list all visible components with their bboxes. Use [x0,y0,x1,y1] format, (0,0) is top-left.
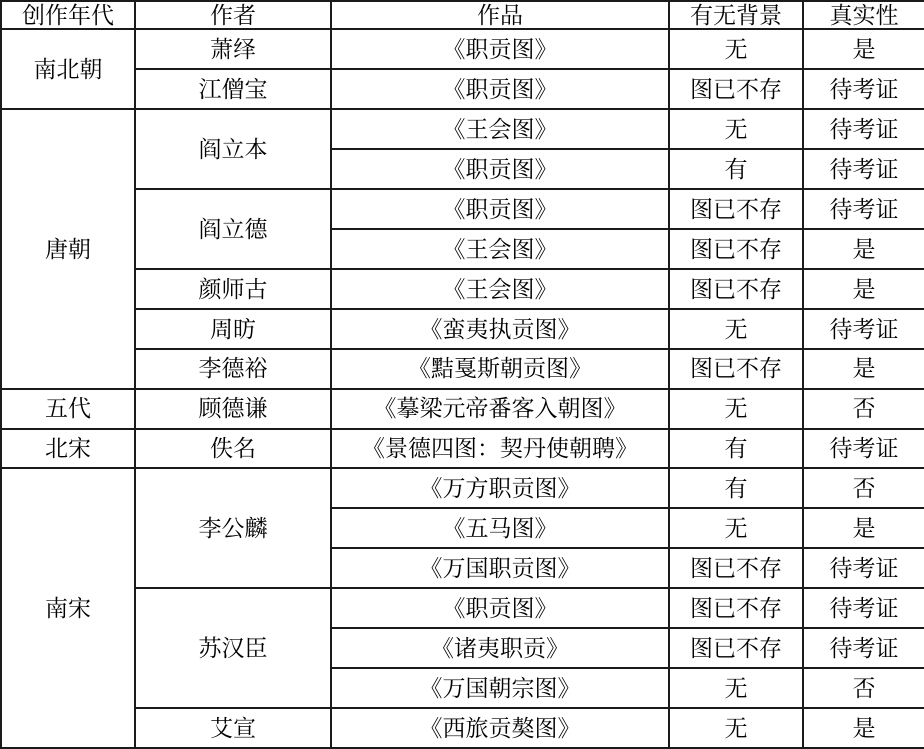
cell-work: 《职贡图》 [331,29,669,69]
cell-work: 《王会图》 [331,229,669,269]
cell-authenticity: 否 [803,668,924,708]
cell-era: 南北朝 [1,29,135,109]
cell-author: 周昉 [135,309,331,349]
cell-background: 图已不存 [669,349,803,389]
table-row [1,429,924,469]
cell-work: 《王会图》 [331,269,669,309]
header-authenticity: 真实性 [803,1,924,29]
cell-author: 萧绎 [135,29,331,69]
table-row [1,708,924,748]
table-row [1,389,924,429]
cell-background: 图已不存 [669,588,803,628]
header-background: 有无背景 [669,1,803,29]
table-row [1,269,924,309]
header-row [1,1,924,29]
header-author: 作者 [135,1,331,29]
cell-author: 顾德谦 [135,389,331,429]
table-header [1,1,924,29]
cell-era: 北宋 [1,429,135,469]
cell-work: 《王会图》 [331,109,669,149]
cell-background: 无 [669,29,803,69]
cell-era: 五代 [1,389,135,429]
table-row [1,29,924,69]
cell-authenticity: 是 [803,29,924,69]
cell-author: 江僧宝 [135,69,331,109]
cell-work: 《景德四图：契丹使朝聘》 [331,429,669,469]
table-row [1,309,924,349]
cell-work: 《五马图》 [331,508,669,548]
cell-background: 图已不存 [669,628,803,668]
cell-author: 佚名 [135,429,331,469]
cell-background: 无 [669,508,803,548]
cell-authenticity: 待考证 [803,628,924,668]
cell-work: 《职贡图》 [331,149,669,189]
table-row [1,109,924,149]
table-row [1,69,924,109]
cell-background: 图已不存 [669,548,803,588]
cell-work: 《职贡图》 [331,189,669,229]
cell-background: 有 [669,429,803,469]
cell-work: 《黠戛斯朝贡图》 [331,349,669,389]
cell-authenticity: 是 [803,269,924,309]
cell-work: 《职贡图》 [331,588,669,628]
cell-background: 无 [669,389,803,429]
cell-authenticity: 待考证 [803,588,924,628]
cell-authenticity: 待考证 [803,429,924,469]
cell-background: 图已不存 [669,189,803,229]
table-row [1,349,924,389]
header-era: 创作年代 [1,1,135,29]
cell-authenticity: 待考证 [803,189,924,229]
table-body [1,29,924,748]
cell-background: 图已不存 [669,229,803,269]
cell-background: 无 [669,109,803,149]
cell-authenticity: 否 [803,468,924,508]
cell-author: 苏汉臣 [135,588,331,708]
cell-authenticity: 是 [803,508,924,548]
cell-background: 图已不存 [669,269,803,309]
cell-work: 《职贡图》 [331,69,669,109]
cell-authenticity: 待考证 [803,109,924,149]
cell-author: 李公麟 [135,468,331,588]
table-row [1,189,924,229]
cell-work: 《万国朝宗图》 [331,668,669,708]
cell-work: 《蛮夷执贡图》 [331,309,669,349]
cell-authenticity: 是 [803,349,924,389]
cell-background: 无 [669,668,803,708]
cell-era: 南宋 [1,468,135,748]
cell-background: 有 [669,149,803,189]
cell-background: 有 [669,468,803,508]
cell-author: 阎立本 [135,109,331,189]
cell-author: 艾宣 [135,708,331,748]
cell-authenticity: 待考证 [803,309,924,349]
cell-background: 无 [669,309,803,349]
cell-work: 《摹梁元帝番客入朝图》 [331,389,669,429]
cell-authenticity: 否 [803,389,924,429]
cell-work: 《万方职贡图》 [331,468,669,508]
cell-authenticity: 待考证 [803,149,924,189]
header-work: 作品 [331,1,669,29]
cell-background: 图已不存 [669,69,803,109]
cell-authenticity: 待考证 [803,69,924,109]
cell-author: 阎立德 [135,189,331,269]
table-row [1,588,924,628]
table-row [1,468,924,508]
cell-authenticity: 是 [803,708,924,748]
cell-era: 唐朝 [1,109,135,388]
cell-authenticity: 是 [803,229,924,269]
cell-author: 颜师古 [135,269,331,309]
cell-work: 《西旅贡獒图》 [331,708,669,748]
cell-authenticity: 待考证 [803,548,924,588]
cell-background: 无 [669,708,803,748]
cell-work: 《诸夷职贡》 [331,628,669,668]
cell-work: 《万国职贡图》 [331,548,669,588]
cell-author: 李德裕 [135,349,331,389]
